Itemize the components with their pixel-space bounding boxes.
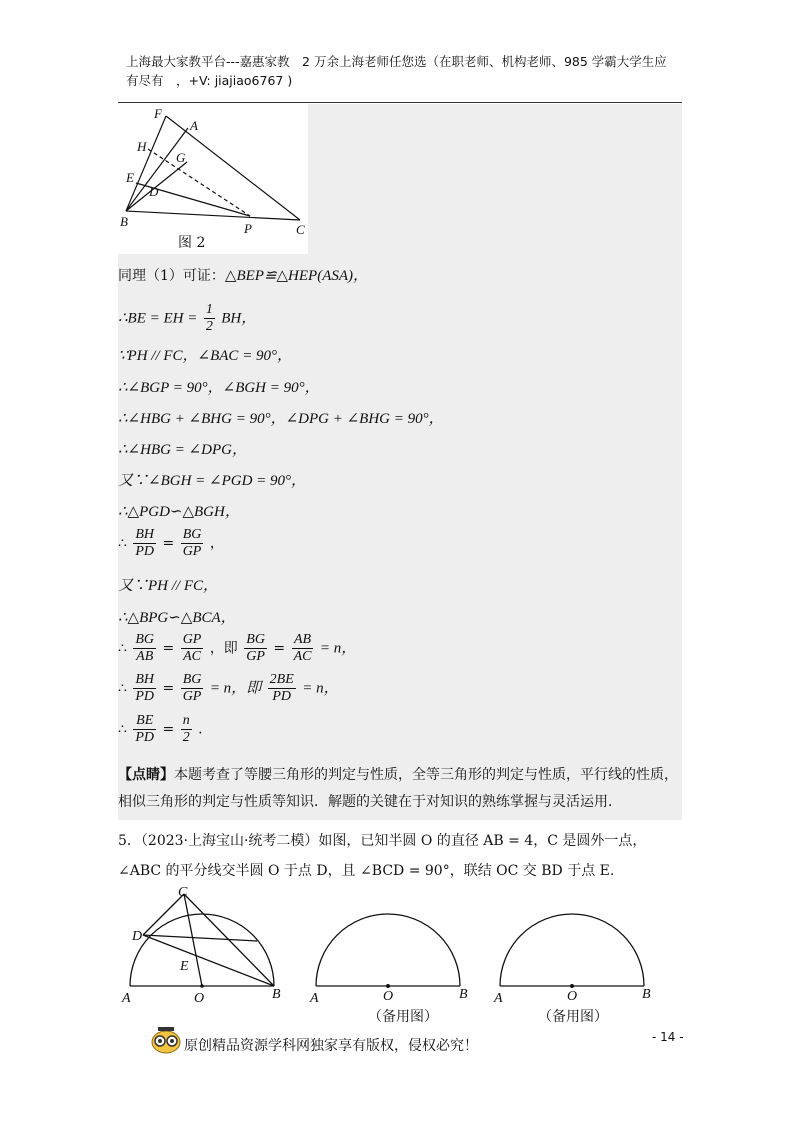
svg-text:O: O xyxy=(567,989,578,1004)
svg-text:B: B xyxy=(272,987,281,1002)
solution-line-2: ∴BE = EH = $\frac{1}{2}$ BH， xyxy=(118,302,257,334)
solution-line-4: ∴∠BGP = 90°，∠BGH = 90°， xyxy=(118,380,320,396)
solution-line-7: 又∵∠BGH = ∠PGD = 90°， xyxy=(118,473,307,489)
comment-label: 【点睛】 xyxy=(118,767,174,783)
solution-line-12: ∴ $\frac{BG}{AB}$ = $\frac{GP}{AC}$ ，即 $\frac{BG}{GP}$ = $\frac{AB}{AC}$ = n， xyxy=(118,632,357,664)
svg-text:A: A xyxy=(122,991,131,1006)
header-rule xyxy=(118,102,682,103)
label-E: E xyxy=(126,170,134,185)
label-B: B xyxy=(120,214,128,229)
solution-line-8: ∴△PGD∽△BGH， xyxy=(118,504,240,520)
label-H: H xyxy=(137,139,147,154)
figure-2 xyxy=(118,104,308,254)
svg-text:E: E xyxy=(180,959,189,974)
mascot-icon xyxy=(150,1026,182,1054)
svg-text:C: C xyxy=(178,885,188,900)
figure-2-diagram xyxy=(118,104,308,254)
solution-line-14: ∴ $\frac{BE}{PD}$ = $\frac{n}{2}$ . xyxy=(118,713,203,745)
main-figure xyxy=(130,894,274,986)
label-G: G xyxy=(176,150,186,165)
solution-line-13: ∴ $\frac{BH}{PD}$ = $\frac{BG}{GP}$ = n，即 $\frac{2BE}{PD}$ = n， xyxy=(118,672,339,704)
figure-2-caption: 图 2 xyxy=(178,235,206,251)
label-F: F xyxy=(154,106,162,121)
backup-caption-2: （备用图） xyxy=(538,1009,608,1025)
problem-5: 5．（2023·上海宝山·统考二模）如图，已知半圆 O 的直径 AB = 4，C 是圆外一点，∠ABC 的平分线交半圆 O 于点 D，且 ∠BCD = 90°，联结 OC 交 BD 于点 E. xyxy=(118,833,647,879)
solution-line-10: 又∵PH // FC， xyxy=(118,578,218,594)
svg-text:A: A xyxy=(310,991,319,1006)
label-P: P xyxy=(244,221,252,236)
backup-figure-2 xyxy=(500,914,644,986)
page-number: - 14 - xyxy=(652,1030,684,1044)
backup-caption-1: （备用图） xyxy=(368,1009,438,1025)
svg-text:O: O xyxy=(194,991,205,1006)
solution-line-1: 同理（1）可证：△BEP≌△HEP(ASA)， xyxy=(118,268,369,284)
label-C: C xyxy=(296,222,305,237)
page-header: 上海最大家教平台---嘉惠家教 2 万余上海老师任您选（在职老师、机构老师、985 学霸大学生应有尽有 ，+V: jiajiao6767 ) xyxy=(126,54,667,88)
svg-text:B: B xyxy=(642,987,651,1002)
svg-text:D: D xyxy=(132,929,143,944)
svg-text:O: O xyxy=(383,989,394,1004)
backup-figure-1 xyxy=(316,914,460,986)
solution-line-6: ∴∠HBG = ∠DPG， xyxy=(118,442,247,458)
svg-text:A: A xyxy=(494,991,503,1006)
comment-block xyxy=(118,762,682,816)
svg-text:B: B xyxy=(459,987,468,1002)
solution-line-3: ∵PH // FC，∠BAC = 90°， xyxy=(118,348,293,364)
label-A: A xyxy=(190,118,198,133)
solution-line-5: ∴∠HBG + ∠BHG = 90°，∠DPG + ∠BHG = 90°， xyxy=(118,411,444,427)
solution-line-11: ∴△BPG∽△BCA， xyxy=(118,610,236,626)
solution-line-9: ∴ $\frac{BH}{PD}$ = $\frac{BG}{GP}$ ， xyxy=(118,527,224,559)
footer-copyright: 原创精品资源学科网独家享有版权，侵权必究！ xyxy=(184,1038,478,1054)
comment-text: 本题考查了等腰三角形的判定与性质，全等三角形的判定与性质，平行线的性质，相似三角形的判定与性质等知识．解题的关键在于对知识的熟练掌握与灵活运用． xyxy=(118,767,678,810)
label-D: D xyxy=(149,184,159,199)
